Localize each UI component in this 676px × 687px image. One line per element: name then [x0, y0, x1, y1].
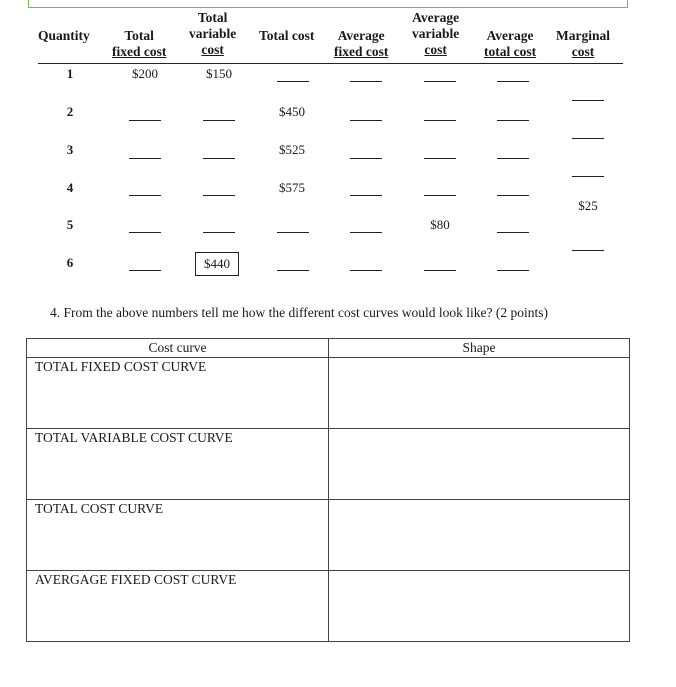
- cost-curve-table: [26, 338, 630, 642]
- blank-avc[interactable]: [424, 81, 456, 82]
- blank-tfc[interactable]: [129, 120, 161, 121]
- cell-avc: $80: [430, 217, 450, 232]
- header-total-cost: Total cost: [259, 28, 315, 43]
- cell-tc: $525: [279, 142, 305, 157]
- curve-name-cell: AVERGAGE FIXED COST CURVE: [27, 571, 329, 642]
- shape-answer-cell[interactable]: [329, 571, 630, 642]
- blank-atc[interactable]: [497, 232, 529, 233]
- blank-afc[interactable]: [350, 232, 382, 233]
- header-total-variable-cost: Total variable cost: [189, 10, 237, 57]
- blank-mc[interactable]: [572, 138, 604, 139]
- header-quantity: Quantity: [38, 28, 90, 43]
- row-quantity: 3: [66, 142, 74, 157]
- header-average-variable-cost: Average variable cost: [412, 10, 460, 57]
- curve-name-cell: TOTAL FIXED COST CURVE: [27, 358, 329, 429]
- header-average-fixed-cost: Average fixed cost: [334, 28, 389, 59]
- row-quantity: 1: [66, 66, 74, 81]
- blank-tfc[interactable]: [129, 270, 161, 271]
- row-quantity: 4: [66, 180, 74, 195]
- blank-afc[interactable]: [350, 81, 382, 82]
- shape-answer-cell[interactable]: [329, 358, 630, 429]
- blank-atc[interactable]: [497, 81, 529, 82]
- blank-tfc[interactable]: [129, 195, 161, 196]
- blank-mc[interactable]: [572, 250, 604, 251]
- top-frame: [28, 0, 628, 8]
- cell-tc: $575: [279, 180, 305, 195]
- blank-avc[interactable]: [424, 158, 456, 159]
- blank-avc[interactable]: [424, 120, 456, 121]
- blank-tfc[interactable]: [129, 158, 161, 159]
- cell-mc: $25: [578, 198, 598, 213]
- blank-afc[interactable]: [350, 270, 382, 271]
- row-quantity: 2: [66, 104, 74, 119]
- blank-atc[interactable]: [497, 158, 529, 159]
- col-shape: Shape: [329, 339, 630, 358]
- blank-tfc[interactable]: [129, 232, 161, 233]
- col-cost-curve: Cost curve: [27, 339, 329, 358]
- blank-atc[interactable]: [497, 195, 529, 196]
- shape-answer-cell[interactable]: [329, 500, 630, 571]
- cell-tvc: $150: [206, 66, 232, 81]
- blank-atc[interactable]: [497, 270, 529, 271]
- blank-tvc[interactable]: [203, 232, 235, 233]
- header-rule: [38, 63, 623, 64]
- blank-mc[interactable]: [572, 176, 604, 177]
- header-marginal-cost: Marginal cost: [556, 28, 610, 59]
- cell-tvc-boxed: $440: [195, 252, 239, 276]
- blank-afc[interactable]: [350, 158, 382, 159]
- curve-name-cell: TOTAL COST CURVE: [27, 500, 329, 571]
- header-total-fixed-cost: Total fixed cost: [112, 28, 167, 59]
- cell-tc: $450: [279, 104, 305, 119]
- blank-tvc[interactable]: [203, 120, 235, 121]
- blank-afc[interactable]: [350, 120, 382, 121]
- blank-avc[interactable]: [424, 195, 456, 196]
- blank-mc[interactable]: [572, 100, 604, 101]
- row-quantity: 6: [66, 255, 74, 270]
- blank-atc[interactable]: [497, 120, 529, 121]
- blank-tc[interactable]: [277, 81, 309, 82]
- blank-tc[interactable]: [277, 232, 309, 233]
- question-4: 4. From the above numbers tell me how the different cost curves would look like? (2 points): [50, 305, 549, 320]
- blank-tvc[interactable]: [203, 195, 235, 196]
- blank-afc[interactable]: [350, 195, 382, 196]
- blank-tvc[interactable]: [203, 158, 235, 159]
- header-average-total-cost: Average total cost: [484, 28, 537, 59]
- cell-tfc: $200: [132, 66, 158, 81]
- curve-name-cell: TOTAL VARIABLE COST CURVE: [27, 429, 329, 500]
- blank-tc[interactable]: [277, 270, 309, 271]
- blank-avc[interactable]: [424, 270, 456, 271]
- row-quantity: 5: [66, 217, 74, 232]
- shape-answer-cell[interactable]: [329, 429, 630, 500]
